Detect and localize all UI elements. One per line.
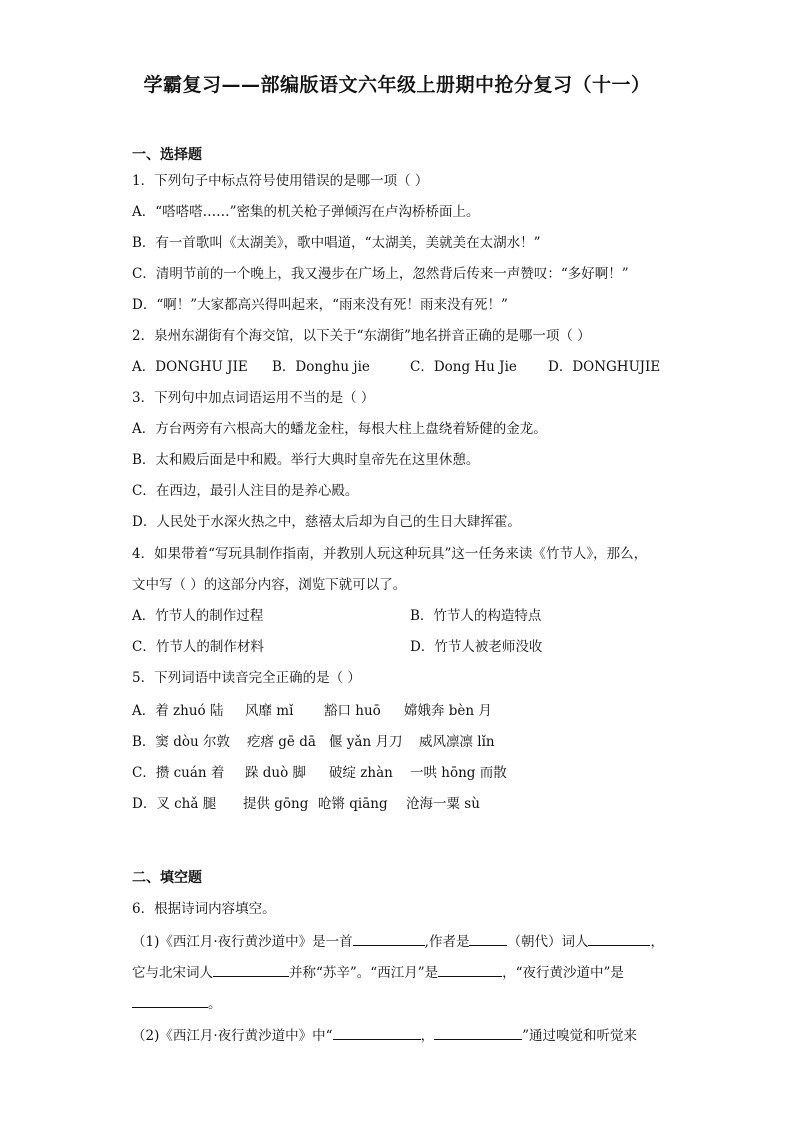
q4-stem-line1: 4．如果带着“写玩具制作指南，并教别人玩这种玩具”这一任务来读《竹节人》，那么， — [132, 546, 648, 562]
blank-title-meaning[interactable] — [132, 993, 208, 1008]
q6-part1-line2 — [132, 962, 624, 982]
q6-p1-text-g: ，“夜行黄沙道中”是 — [502, 965, 624, 981]
q5-c-word-1: C．攒 cuán 着 — [132, 765, 225, 781]
q5-stem: 5．下列词语中读音完全正确的是（ ） — [132, 670, 361, 686]
q6-part1-line3 — [132, 993, 222, 1013]
q2-option-c: C．Dong Hu Jie — [410, 359, 517, 375]
q5-option-d — [132, 795, 480, 813]
q1-stem: 1．下列句子中标点符号使用错误的是哪一项（ ） — [132, 173, 429, 189]
q5-b-word-2: 疙瘩 gē dā — [247, 734, 316, 750]
q6-p2-text-c: ”通过嗅觉和听觉来 — [522, 1028, 637, 1044]
section-heading-choice: 一、选择题 — [132, 147, 202, 163]
page-title: 学霸复习——部编版语文六年级上册期中抢分复习（十一） — [143, 74, 651, 96]
q4-option-d: D．竹节人被老师没收 — [410, 639, 543, 655]
q2-option-d: D．DONGHUJIE — [548, 359, 661, 375]
q1-option-c: C．清明节前的一个晚上，我又漫步在广场上，忽然背后传来一声赞叹：“多好啊！” — [132, 266, 629, 282]
q4-options-row2 — [132, 638, 542, 656]
q6-p1-text-f: 并称“苏辛”。“西江月”是 — [289, 965, 439, 981]
blank-verse-2[interactable] — [434, 1025, 522, 1040]
blank-dynasty-poet[interactable] — [588, 931, 650, 946]
q5-c-word-2: 跺 duò 脚 — [245, 765, 307, 781]
blank-author[interactable] — [469, 931, 507, 946]
q2-stem: 2．泉州东湖街有个海交馆，以下关于“东湖街”地名拼音正确的是哪一项（ ） — [132, 328, 591, 344]
q5-b-word-1: B．窦 dòu 尔敦 — [132, 734, 230, 750]
q3-option-d: D．人民处于水深火热之中，慈禧太后却为自己的生日大肆挥霍。 — [132, 514, 521, 530]
q5-d-word-3: 呛锵 qiāng — [318, 796, 388, 812]
q6-p2-text-b: ， — [420, 1028, 435, 1044]
q5-option-a — [132, 702, 492, 720]
q3-option-b: B．太和殿后面是中和殿。举行大典时皇帝先在这里休憩。 — [132, 452, 480, 468]
blank-northern-song-poet[interactable] — [213, 962, 289, 977]
blank-xijiangyue[interactable] — [438, 962, 502, 977]
q5-a-word-3: 豁口 huō — [324, 703, 381, 719]
q6-p1-text-b: ,作者是 — [424, 934, 470, 950]
q3-option-c: C．在西边，最引人注目的是养心殿。 — [132, 483, 359, 499]
q5-option-b — [132, 733, 495, 751]
q5-b-word-3: 偃 yǎn 月刀 — [329, 734, 403, 750]
q6-part1-line1 — [132, 931, 664, 951]
q3-stem: 3．下列句中加点词语运用不当的是（ ） — [132, 390, 375, 406]
q6-p1-text-a: （1)《西江月·夜行黄沙道中》是一首 — [132, 934, 353, 950]
q5-a-word-1: A．着 zhuó 陆 — [132, 703, 224, 719]
q3-option-a: A．方台两旁有六根高大的蟠龙金柱，每根大柱上盘绕着矫健的金龙。 — [132, 421, 547, 437]
q5-d-word-2: 提供 gōng — [243, 796, 309, 812]
q6-p1-text-d: ， — [650, 934, 664, 950]
q4-option-b: B．竹节人的构造特点 — [410, 608, 542, 624]
q6-p2-text-a: （2)《西江月·夜行黄沙道中》中“ — [132, 1028, 333, 1044]
q5-option-c — [132, 764, 507, 782]
q2-option-b: B．Donghu jie — [272, 359, 370, 375]
q5-a-word-4: 嫦娥奔 bèn 月 — [404, 703, 492, 719]
q6-p1-text-h: 。 — [208, 996, 222, 1012]
q5-c-word-4: 一哄 hōng 而散 — [410, 765, 507, 781]
q4-option-a: A．竹节人的制作过程 — [132, 608, 264, 624]
q5-d-word-4: 沧海一粟 sù — [406, 796, 480, 812]
section-heading-fill: 二、填空题 — [132, 870, 202, 886]
q5-a-word-2: 风靡 mǐ — [245, 703, 294, 719]
q6-p1-text-c: （朝代）词人 — [507, 934, 589, 950]
blank-verse-1[interactable] — [333, 1025, 421, 1040]
q2-options — [132, 358, 660, 376]
q5-c-word-3: 破绽 zhàn — [329, 765, 393, 781]
blank-poem-type[interactable] — [353, 931, 425, 946]
q4-stem-line2: 文中写（ ）的这部分内容，浏览下就可以了。 — [132, 577, 407, 593]
q5-d-word-1: D．叉 chǎ 腿 — [132, 796, 217, 812]
q4-option-c: C．竹节人的制作材料 — [132, 639, 264, 655]
q6-p1-text-e: 它与北宋词人 — [132, 965, 213, 981]
q6-stem: 6．根据诗词内容填空。 — [132, 901, 276, 917]
q1-option-b: B．有一首歌叫《太湖美》，歌中唱道，“太湖美，美就美在太湖水！” — [132, 235, 541, 251]
q1-option-a: A．“嗒嗒嗒……”密集的机关枪子弹倾泻在卢沟桥桥面上。 — [132, 204, 480, 220]
q4-options-row1 — [132, 607, 541, 625]
q1-option-d: D．“啊！”大家都高兴得叫起来，“雨来没有死！雨来没有死！” — [132, 297, 508, 313]
q5-b-word-4: 威风凛凛 lǐn — [419, 734, 495, 750]
q2-option-a: A．DONGHU JIE — [132, 359, 248, 375]
q6-part2-line1 — [132, 1025, 637, 1045]
